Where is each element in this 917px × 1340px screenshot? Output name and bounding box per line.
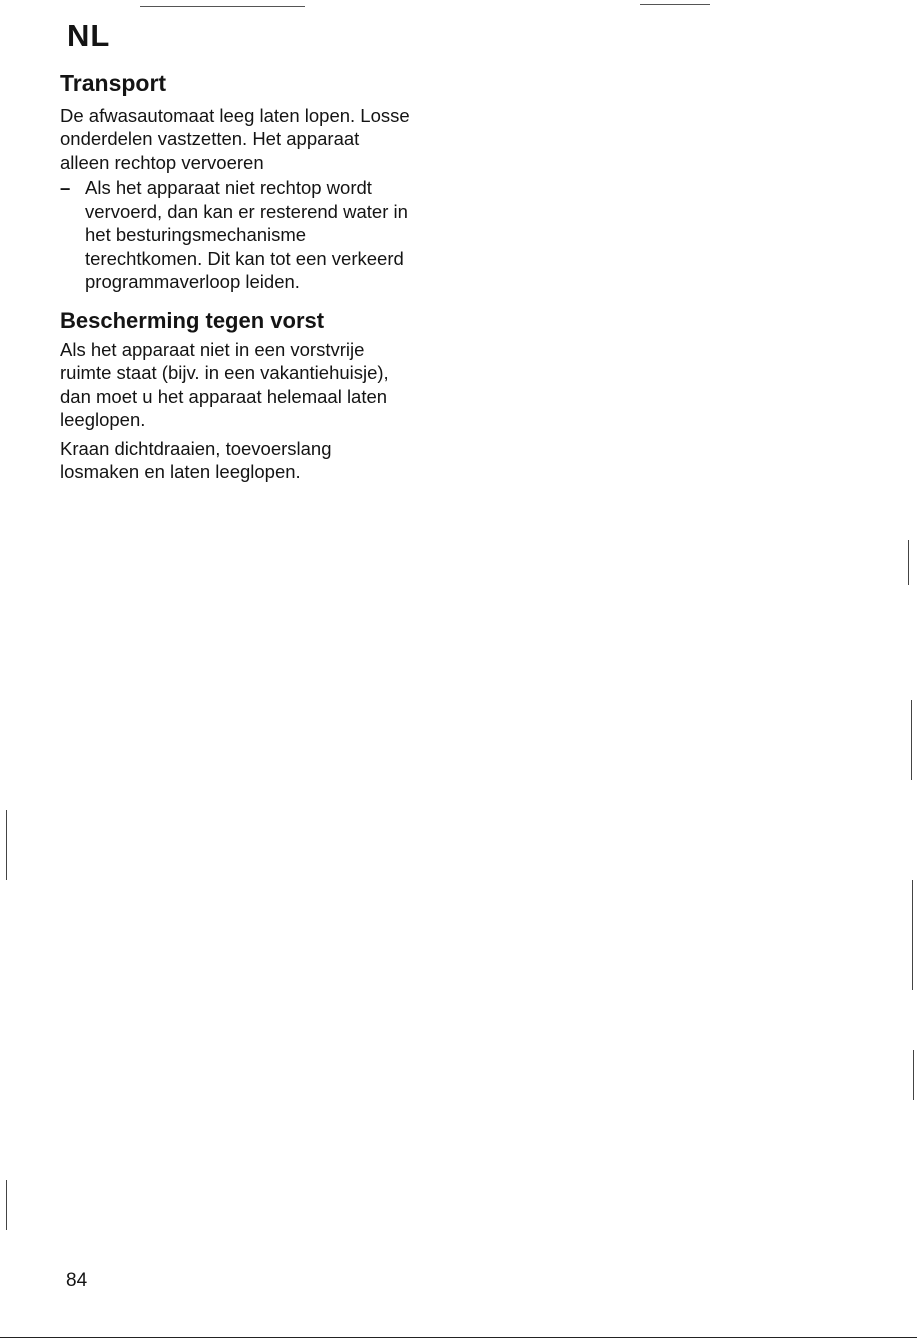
vorst-paragraph xyxy=(60,338,440,432)
scan-edge-rule-side xyxy=(6,1180,7,1230)
kraan-paragraph xyxy=(60,437,440,484)
text-line: vervoerd, dan kan er resterend water in xyxy=(85,200,408,222)
text-line: Als het apparaat niet rechtop wordt xyxy=(85,177,372,199)
heading-transport: Transport xyxy=(60,70,167,96)
scan-edge-rule-top xyxy=(640,4,710,5)
text-line: Als het apparaat niet in een vorstvrije xyxy=(60,338,365,360)
text-line: leeglopen. xyxy=(60,409,146,431)
scan-edge-rule-side xyxy=(908,540,909,585)
bullet-item xyxy=(60,176,440,294)
text-line: Kraan dichtdraaien, toevoerslang xyxy=(60,437,332,459)
scan-edge-rule-side xyxy=(913,1050,914,1100)
text-line: losmaken en laten leeglopen. xyxy=(60,461,301,483)
transport-paragraph xyxy=(60,104,440,175)
text-line: terechtkomen. Dit kan tot een verkeerd xyxy=(85,247,404,269)
text-line: het besturingsmechanisme xyxy=(85,224,307,246)
text-line: De afwasautomaat leeg laten lopen. Losse xyxy=(60,104,410,126)
bullet-text xyxy=(85,176,440,294)
scan-edge-rule-side xyxy=(6,810,7,880)
text-line: dan moet u het apparaat helemaal laten xyxy=(60,385,388,407)
text-line: alleen rechtop vervoeren xyxy=(60,151,264,173)
scan-edge-rule-side xyxy=(912,880,913,990)
scan-edge-rule-bottom xyxy=(0,1337,917,1338)
heading-vorst: Bescherming tegen vorst xyxy=(60,307,325,333)
scan-edge-rule-top xyxy=(140,6,305,7)
text-line: onderdelen vastzetten. Het apparaat xyxy=(60,128,360,150)
section-vorst xyxy=(60,308,440,484)
page-number: 84 xyxy=(66,1270,88,1291)
text-line: ruimte staat (bijv. in een vakantiehuisje), xyxy=(60,362,389,384)
text-line: programmaverloop leiden. xyxy=(85,271,300,293)
bullet-dash: – xyxy=(60,177,71,199)
language-code: NL xyxy=(67,18,111,53)
section-transport xyxy=(60,70,440,294)
page-content xyxy=(60,70,440,484)
scan-edge-rule-side xyxy=(911,700,912,780)
